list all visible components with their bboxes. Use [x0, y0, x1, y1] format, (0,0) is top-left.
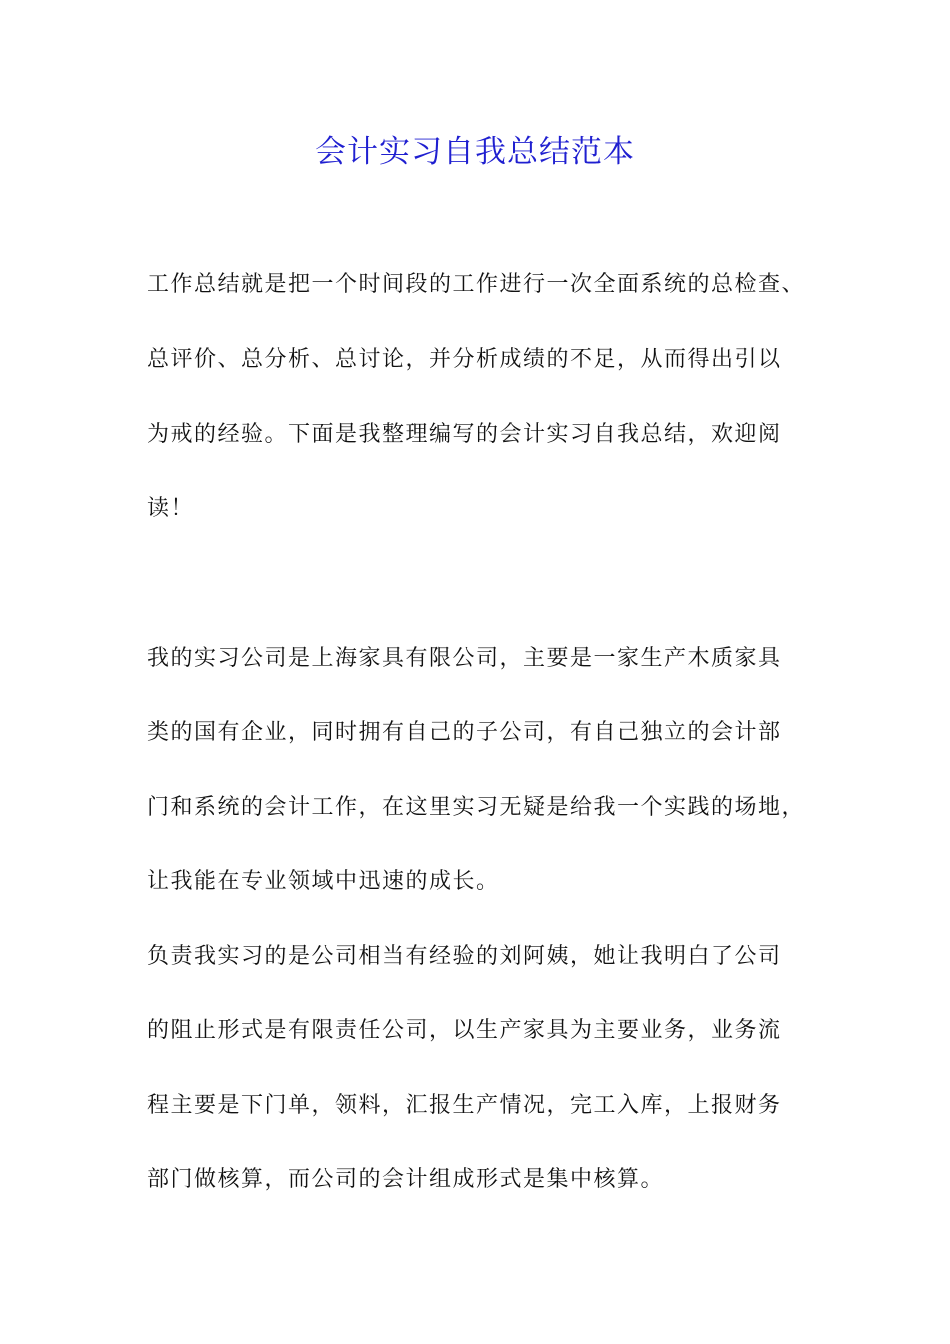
text-line: 工作总结就是把一个时间段的工作进行一次全面系统的总检查、 — [147, 272, 806, 297]
text-line: 类的国有企业，同时拥有自己的子公司，有自己独立的会计部 — [147, 720, 782, 745]
text-line: 总评价、总分析、总讨论，并分析成绩的不足，从而得出引以 — [147, 347, 782, 372]
text-line: 门和系统的会计工作，在这里实习无疑是给我一个实践的场地， — [147, 795, 806, 820]
text-line: 让我能在专业领域中迅速的成长。 — [147, 869, 500, 894]
text-line: 程主要是下门单，领料，汇报生产情况，完工入库，上报财务 — [147, 1093, 782, 1118]
text-line: 负责我实习的是公司相当有经验的刘阿姨，她让我明白了公司 — [147, 944, 782, 969]
document-title: 会计实习自我总结范本 — [315, 134, 635, 170]
text-line: 为戒的经验。下面是我整理编写的会计实习自我总结，欢迎阅 — [147, 422, 782, 447]
text-line: 的阻止形式是有限责任公司，以生产家具为主要业务，业务流 — [147, 1018, 782, 1043]
text-line: 部门做核算，而公司的会计组成形式是集中核算。 — [147, 1167, 665, 1192]
text-line: 我的实习公司是上海家具有限公司，主要是一家生产木质家具 — [147, 646, 782, 671]
text-line: 读！ — [147, 496, 195, 521]
